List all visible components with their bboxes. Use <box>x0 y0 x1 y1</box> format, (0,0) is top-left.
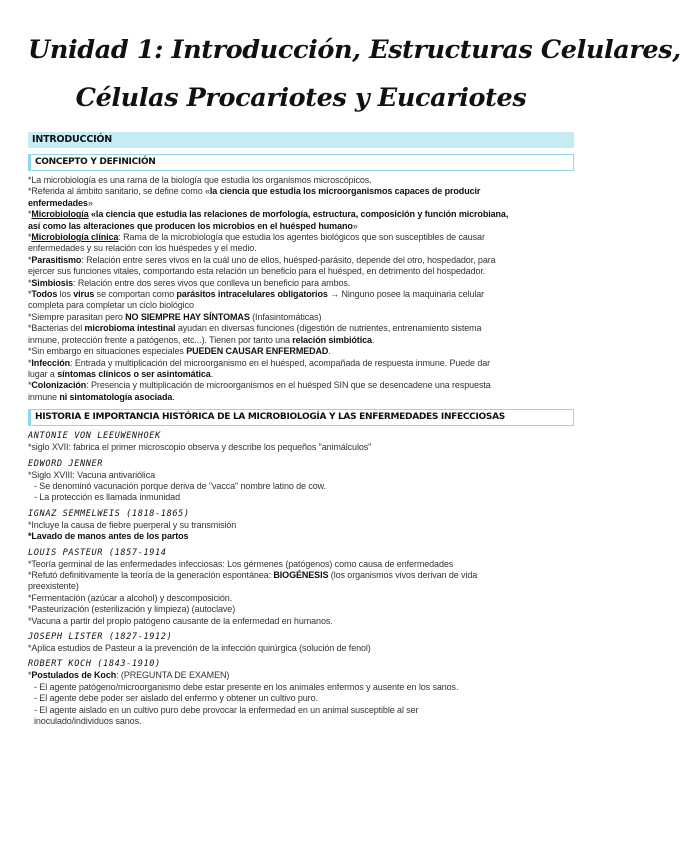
person-heading-jenner: EDWORD JENNER <box>28 458 104 469</box>
text-line: completa para completar un ciclo biológico <box>28 300 194 311</box>
subheading-concepto: CONCEPTO Y DEFINICIÓN <box>28 154 574 171</box>
title-line-1: Unidad 1: Introducción, Estructuras Celulares, <box>28 35 681 65</box>
person-heading-koch: ROBERT KOCH (1843-1910) <box>28 659 161 670</box>
text-line: *Lavado de manos antes de los partos <box>28 531 189 542</box>
text-line: inmune ni sintomatología asociada. <box>28 391 175 402</box>
text-line: inoculado/individuos sanos. <box>34 716 142 727</box>
text-line: - El agente patógeno/microorganismo debe estar presente en los animales enfermos y ausente en los sanos. <box>34 681 459 692</box>
text-line: - El agente debe poder ser aislado del enfermo y obtener un cultivo puro. <box>34 693 318 704</box>
text-line: así como las alteraciones que producen los microbios en el huésped humano» <box>28 220 358 231</box>
text-line: *Fermentación (azúcar a alcohol) y descomposición. <box>28 592 233 603</box>
text-line: *Microbiología «la ciencia que estudia las relaciones de morfología, estructura, composición y función microbiana, <box>28 209 509 220</box>
text-line: *Bacterias del microbioma intestinal ayudan en diversas funciones (digestión de nutrientes, entrenamiento sistema <box>28 323 482 334</box>
person-heading-lister: JOSEPH LISTER (1827-1912) <box>28 632 173 642</box>
text-line: *Referida al ámbito sanitario, se define como «la ciencia que estudia los microorganismos capaces de producir <box>28 186 481 197</box>
person-heading-leeuwenhoek: ANTONIE VON LEEUWENHOEK <box>28 431 161 442</box>
text-line: *Colonización: Presencia y multiplicación de microorganismos en el huésped SIN que se desencadene una respuesta <box>28 380 491 391</box>
text-line: *Incluye la causa de fiebre puerperal y su transmisión <box>28 519 237 530</box>
text-line: *Infección: Entrada y multiplicación del microorganismo en el huésped, acompañada de respuesta inmune. Puede dar <box>28 357 491 368</box>
text-line: *siglo XVII: fabrica el primer microscopio observa y describe los pequeños "animálculos" <box>28 442 372 453</box>
text-line: enfermedades» <box>28 197 93 208</box>
text-line: lugar a síntomas clínicos o ser asintomática. <box>28 368 214 379</box>
text-line: - El agente aislado en un cultivo puro debe provocar la enfermedad en un animal susceptible al ser <box>34 704 419 715</box>
title-line-2: Células Procariotes y Eucariotes <box>75 83 527 113</box>
text-line: *Microbiología clínica: Rama de la microbiología que estudia los agentes biológicos que son susceptibles de causar <box>28 232 485 243</box>
person-heading-semmelweis: IGNAZ SEMMELWEIS (1818-1865) <box>28 508 190 519</box>
text-line: *Parasitismo: Relación entre seres vivos en la cuál uno de ellos, huésped-parásito, depende del otro, hospedador, para <box>28 254 496 265</box>
text-line: *Siglo XVIII: Vacuna antivariólica <box>28 469 156 480</box>
person-heading-pasteur: LOUIS PASTEUR (1857-1914 <box>28 547 167 558</box>
document-title <box>28 0 681 122</box>
text-line: *Siempre parasitan pero NO SIEMPRE HAY SÍNTOMAS (Infasintomáticas) <box>28 311 322 322</box>
text-line: *Postulados de Koch: (PREGUNTA DE EXAMEN) <box>28 670 230 681</box>
text-line: enfermedades y su relación con los huéspedes y el medio. <box>28 243 257 254</box>
text-line: preexistente) <box>28 581 79 592</box>
text-line: - La protección es llamada inmunidad <box>34 492 180 503</box>
text-line: *Vacuna a partir del propio patógeno causante de la enfermedad en humanos. <box>28 615 333 626</box>
text-line: *Pasteurización (esterilización y limpieza) (autoclave) <box>28 604 236 615</box>
text-line: ejercer sus funciones vitales, comportando esta relación un beneficio para el huésped, en detrimento del hospedador. <box>28 266 486 277</box>
text-line: inmune, protección frente a patógenos, etc...). Tienen por tanto una relación simbiótica. <box>28 334 375 345</box>
subheading-historia: HISTORIA E IMPORTANCIA HISTÓRICA DE LA MICROBIOLOGÍA Y LAS ENFERMEDADES INFECCIOSAS <box>28 409 574 426</box>
text-line: *La microbiología es una rama de la biología que estudia los organismos microscópicos. <box>28 175 372 185</box>
section-heading-introduccion: INTRODUCCIÓN <box>28 132 574 148</box>
text-line: *Todos los virus se comportan como parásitos intracelulares obligatorios → Ninguno posee la maquinaria celular <box>28 289 485 300</box>
text-line: *Refutó definitivamente la teoría de la generación espontánea: BIOGÉNESIS (los organismos vivos derivan de vida <box>28 569 478 580</box>
intro-paragraphs <box>28 175 574 403</box>
text-line: *Teoría germinal de las enfermedades infecciosas: Los gérmenes (patógenos) como causa de enfermedades <box>28 558 454 569</box>
text-line: *Aplica estudios de Pasteur a la prevención de la infección quirúrgica (solución de fenol) <box>28 643 371 653</box>
text-line: *Simbiosis: Relación entre dos seres vivos que conlleva un beneficio para ambos. <box>28 277 351 288</box>
text-line: *Sin embargo en situaciones especiales PUEDEN CAUSAR ENFERMEDAD. <box>28 346 331 357</box>
text-line: - Se denominó vacunación porque deriva de "vacca" nombre latino de cow. <box>34 480 326 491</box>
